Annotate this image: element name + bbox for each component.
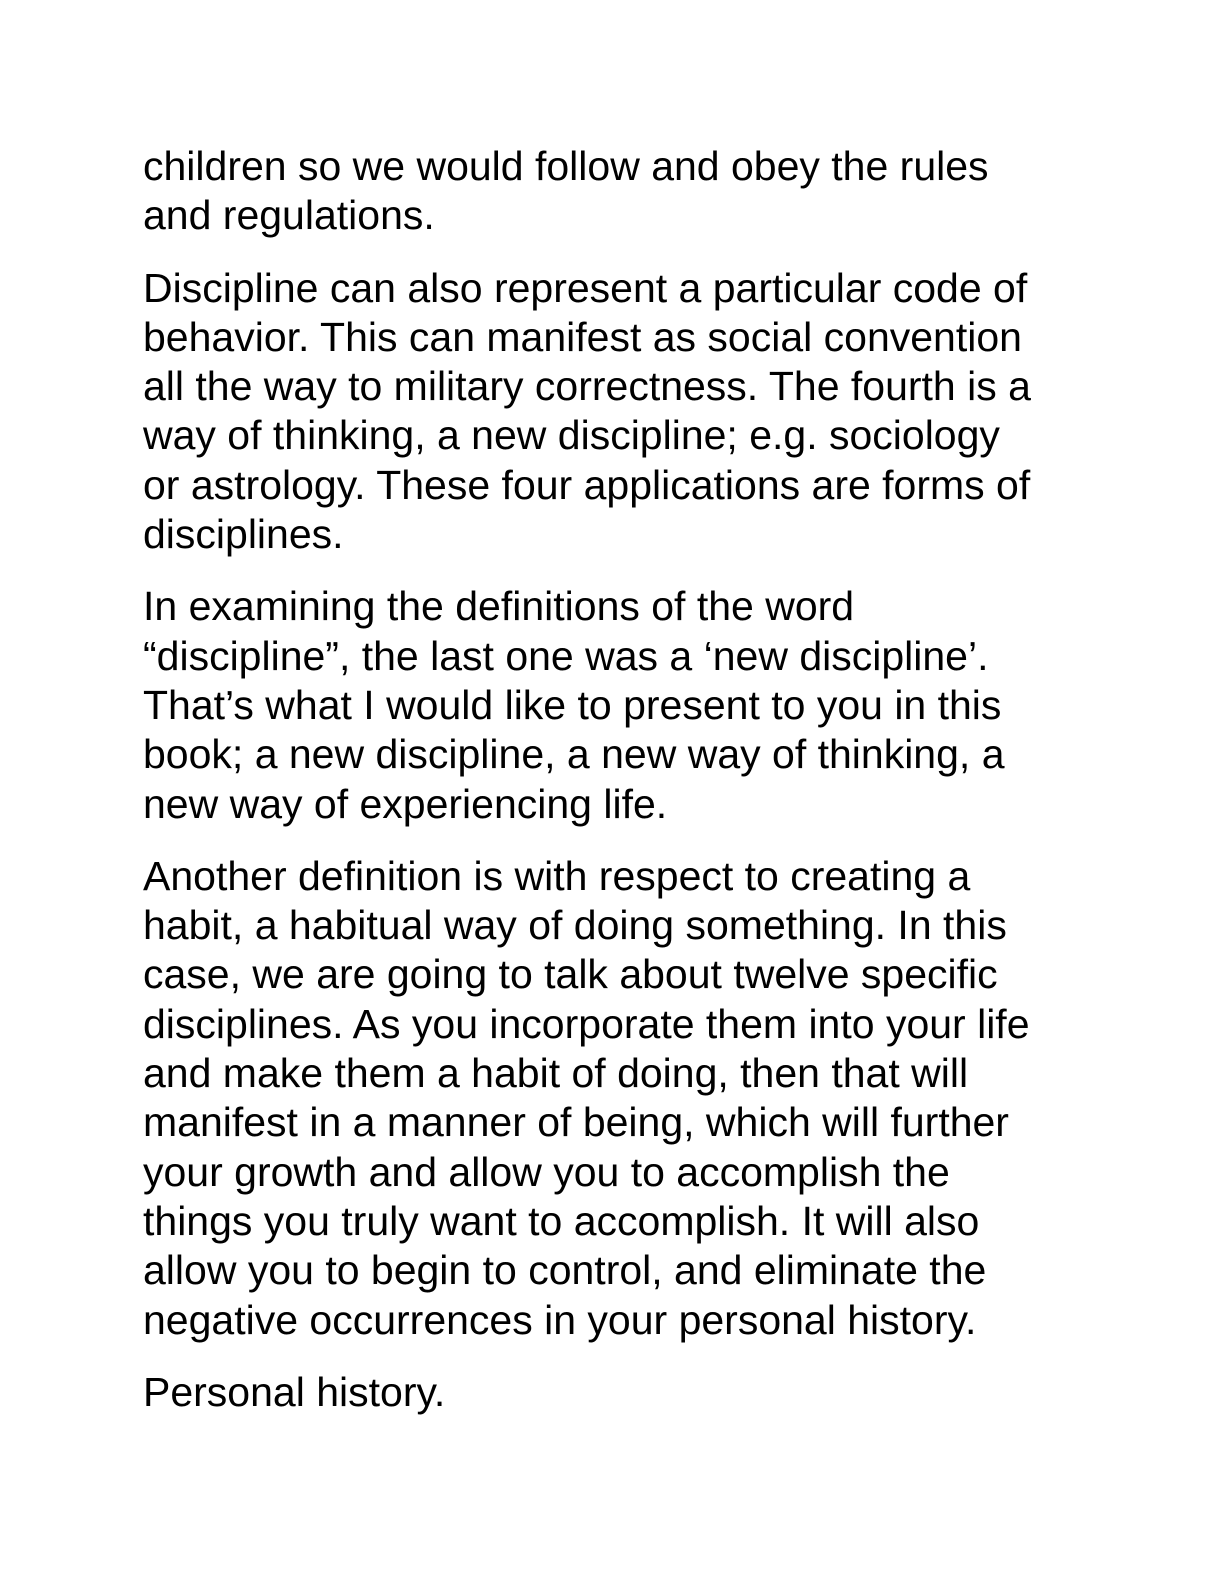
paragraph-rules: children so we would follow and obey the rules and regulations. [143,143,989,239]
paragraph-habit: Another definition is with respect to creating a habit, a habitual way of doing something. In this case, we are going to talk about twelve specific disciplines. As you incorporate them into your life and make them a habit of doing, then that will manifest in a manner of being, which will further your growth and allow you to accomplish the things you truly want to accomplish. It will also allow you to begin to control, and eliminate the negative occurrences in your personal history. [143,852,1030,1343]
paragraph-personal-history: Personal history. [143,1368,446,1415]
paragraph-code-of-behavior: Discipline can also represent a particular code of behavior. This can manifest as social convention all the way to military correctness. The fourth is a way of thinking, a new discipline; e.g. sociology or astrology. These four applications are forms of disciplines. [143,264,1031,558]
document-page [143,142,1078,1440]
paragraph-new-discipline: In examining the definitions of the word “discipline”, the last one was a ‘new discipline’. That’s what I would like to present to you in this book; a new discipline, a new way of thinking, a new way of experiencing life. [143,583,1005,827]
